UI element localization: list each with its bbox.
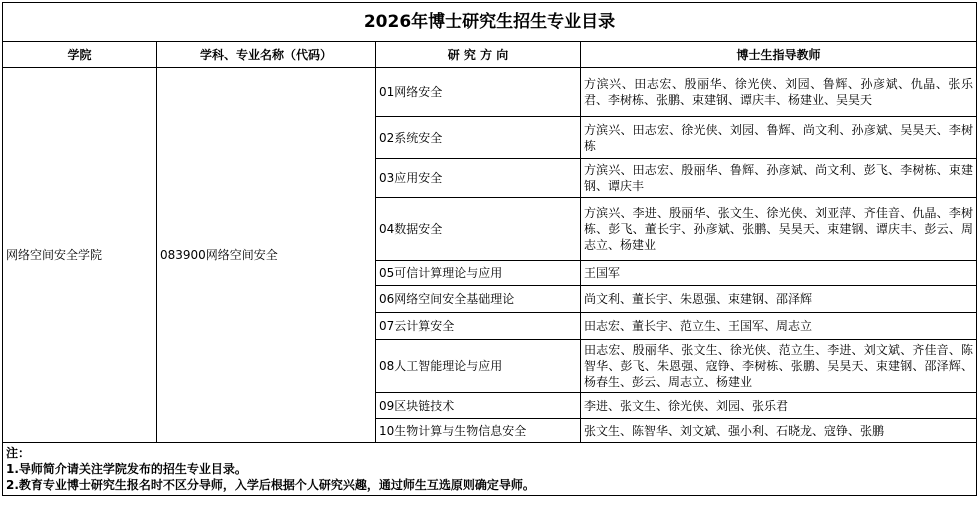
direction-cell: 06网络空间安全基础理论 — [376, 286, 581, 313]
header-college: 学院 — [3, 42, 157, 68]
teachers-cell: 方滨兴、田志宏、殷丽华、徐光侠、刘园、鲁辉、孙彦斌、仇晶、张乐君、李树栋、张鹏、束建钢、谭庆丰、杨建业、吴昊天 — [581, 68, 977, 117]
direction-cell: 07云计算安全 — [376, 313, 581, 340]
major-cell: 083900网络空间安全 — [157, 68, 376, 443]
direction-cell: 09区块链技术 — [376, 393, 581, 419]
direction-cell: 08人工智能理论与应用 — [376, 340, 581, 393]
direction-cell: 01网络安全 — [376, 68, 581, 117]
notes-row — [3, 443, 977, 496]
page-title: 2026年博士研究生招生专业目录 — [3, 3, 977, 42]
teachers-cell: 方滨兴、李进、殷丽华、张文生、徐光侠、刘亚萍、齐佳音、仇晶、李树栋、彭飞、董长宇、孙彦斌、张鹏、吴昊天、束建钢、谭庆丰、彭云、周志立、杨建业 — [581, 198, 977, 261]
teachers-cell: 田志宏、殷丽华、张文生、徐光侠、范立生、李进、刘文斌、齐佳音、陈智华、彭飞、朱恩强、寇铮、李树栋、张鹏、吴昊天、束建钢、邵泽辉、杨春生、彭云、周志立、杨建业 — [581, 340, 977, 393]
teachers-cell: 方滨兴、田志宏、殷丽华、鲁辉、孙彦斌、尚文利、彭飞、李树栋、束建钢、谭庆丰 — [581, 159, 977, 198]
teachers-cell: 李进、张文生、徐光侠、刘园、张乐君 — [581, 393, 977, 419]
direction-cell: 04数据安全 — [376, 198, 581, 261]
direction-cell: 10生物计算与生物信息安全 — [376, 419, 581, 443]
notes-cell — [3, 443, 977, 496]
teachers-cell: 尚文利、董长宇、朱恩强、束建钢、邵泽辉 — [581, 286, 977, 313]
table-row — [3, 68, 977, 117]
teachers-cell: 方滨兴、田志宏、徐光侠、刘园、鲁辉、尚文利、孙彦斌、吴昊天、李树栋 — [581, 117, 977, 159]
catalog-table — [2, 2, 977, 496]
note-item: 2.教育专业博士研究生报名时不区分导师，入学后根据个人研究兴趣，通过师生互选原则确定导师。 — [6, 478, 535, 492]
catalog-sheet — [2, 2, 978, 506]
direction-cell: 05可信计算理论与应用 — [376, 261, 581, 286]
header-major: 学科、专业名称（代码） — [157, 42, 376, 68]
note-item: 1.导师简介请关注学院发布的招生专业目录。 — [6, 462, 247, 476]
college-cell: 网络空间安全学院 — [3, 68, 157, 443]
header-direction: 研 究 方 向 — [376, 42, 581, 68]
header-teachers: 博士生指导教师 — [581, 42, 977, 68]
direction-cell: 03应用安全 — [376, 159, 581, 198]
teachers-cell: 田志宏、董长宇、范立生、王国军、周志立 — [581, 313, 977, 340]
teachers-cell: 王国军 — [581, 261, 977, 286]
teachers-cell: 张文生、陈智华、刘文斌、强小利、石晓龙、寇铮、张鹏 — [581, 419, 977, 443]
notes-label: 注： — [6, 446, 31, 460]
direction-cell: 02系统安全 — [376, 117, 581, 159]
